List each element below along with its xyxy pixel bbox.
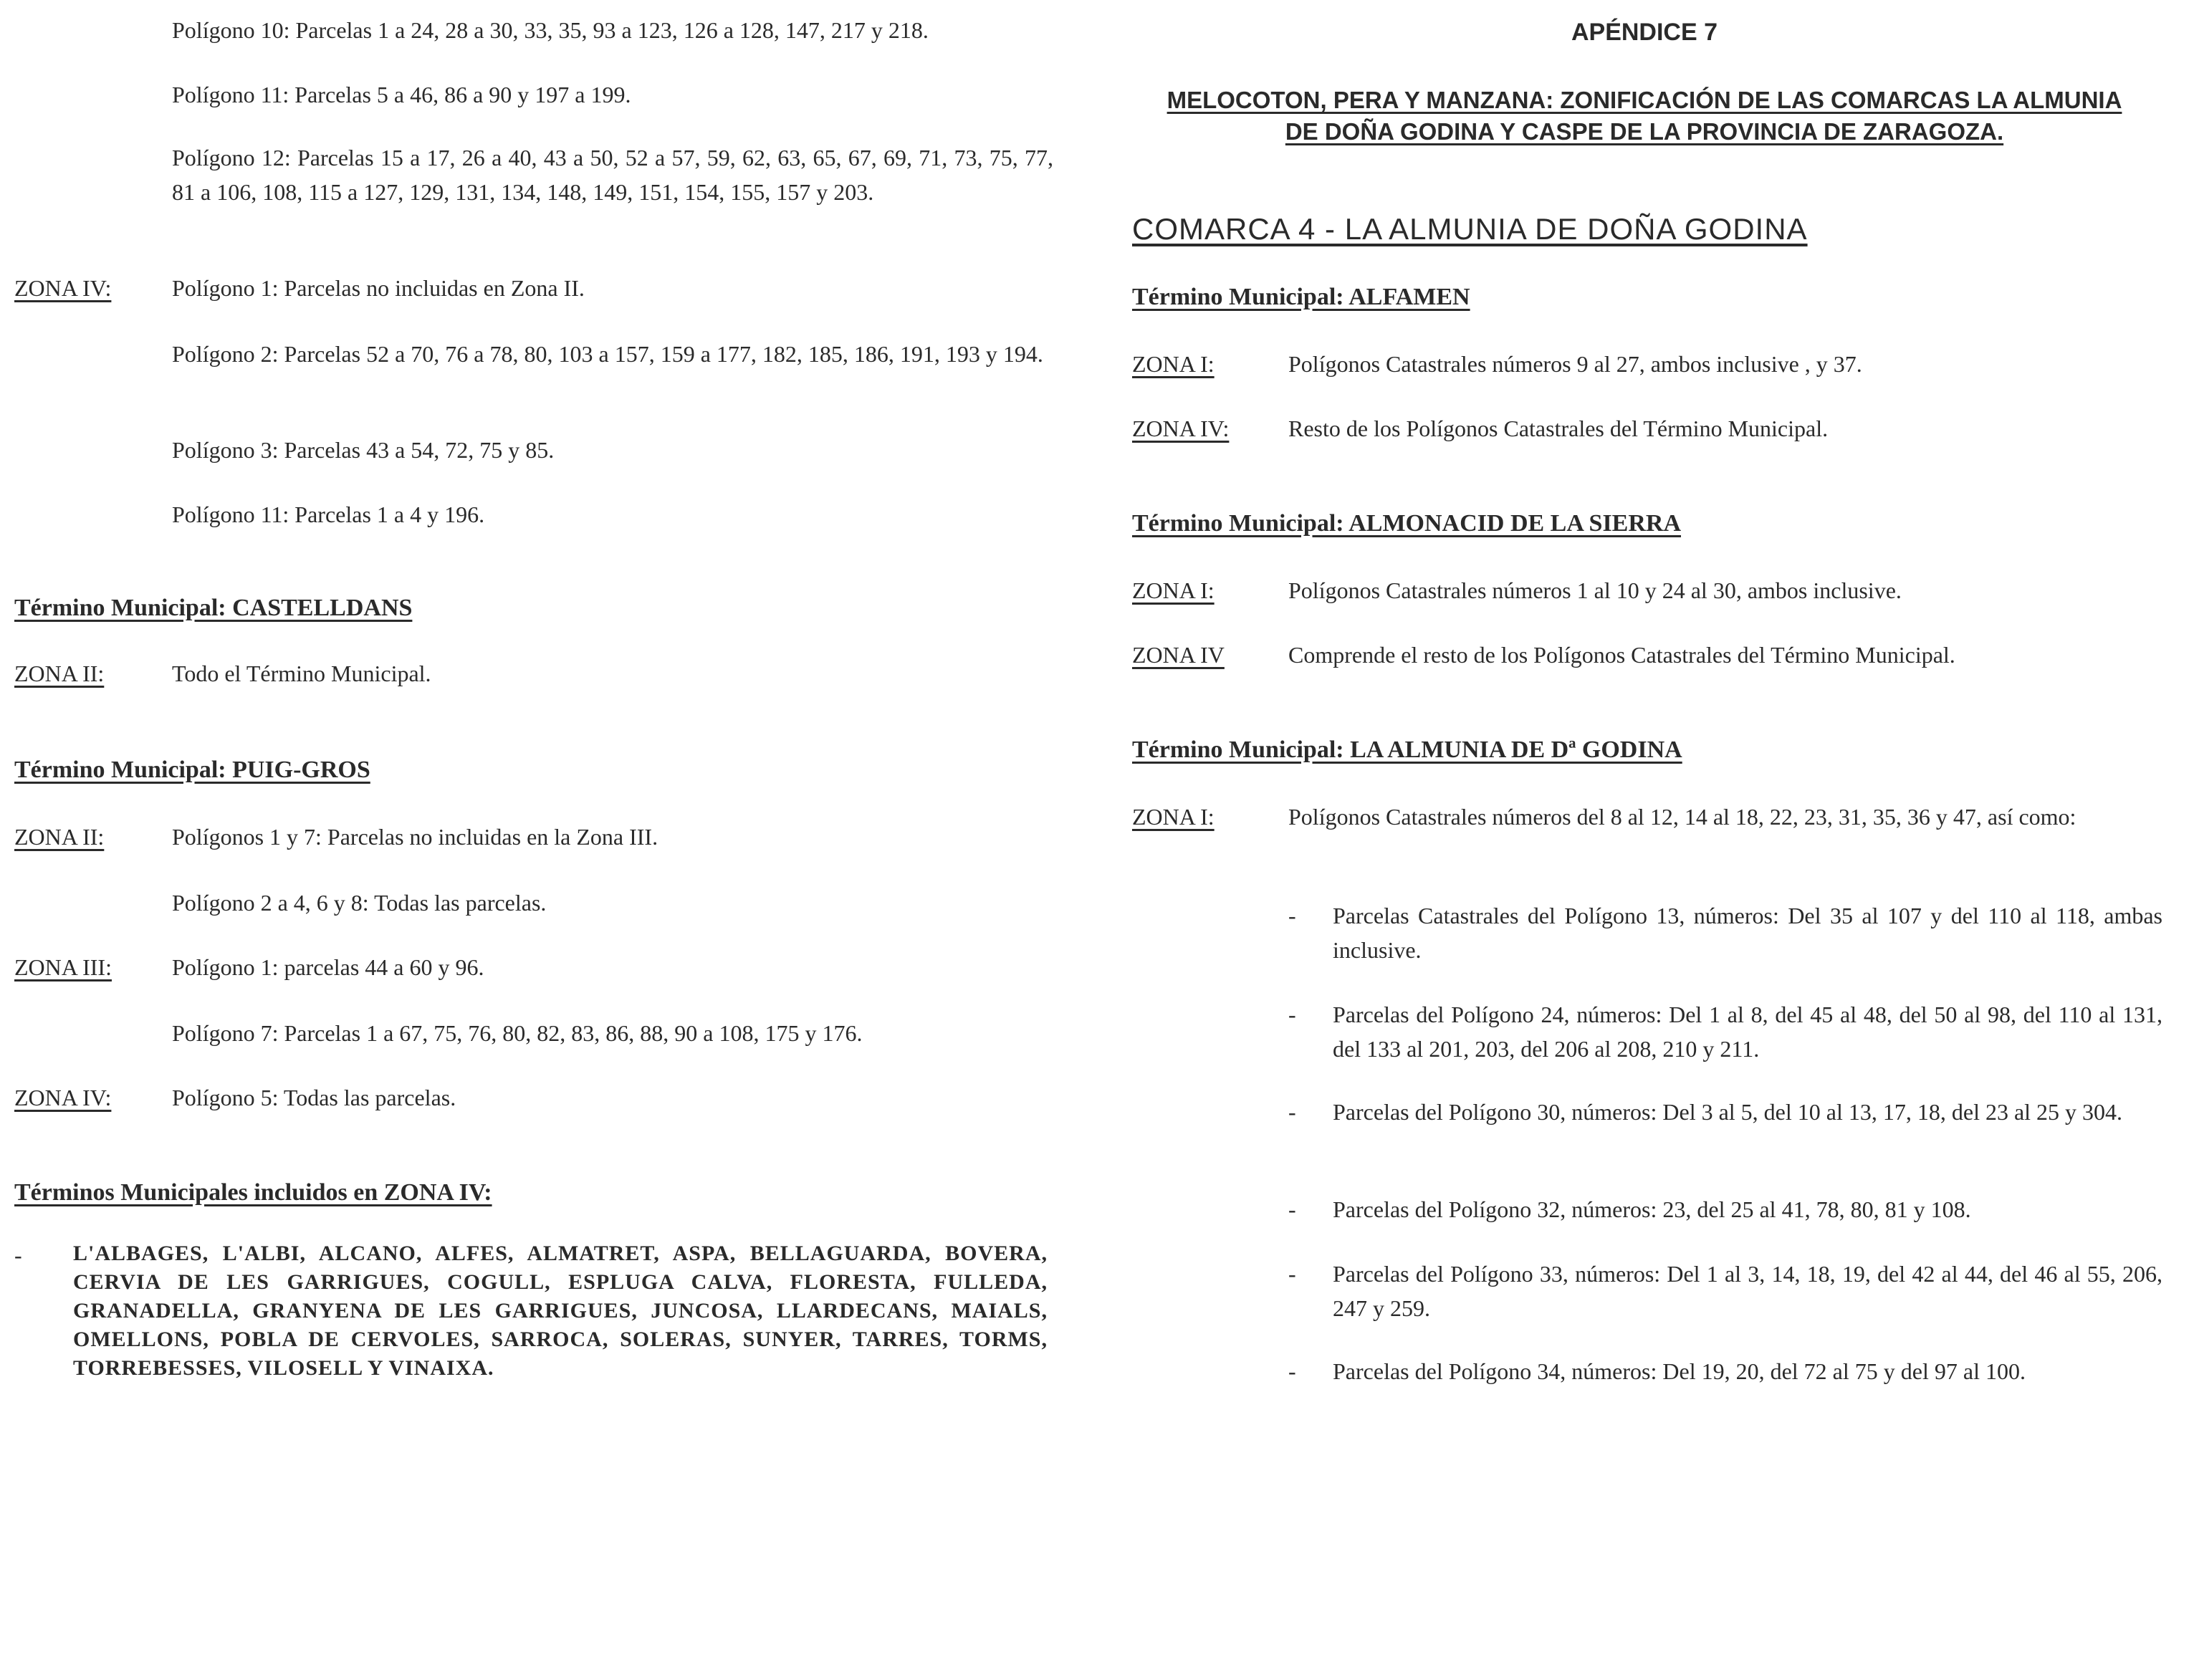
zona-iv-poligono-11: Polígono 11: Parcelas 1 a 4 y 196. xyxy=(172,501,485,527)
poligono-10-text: Polígono 10: Parcelas 1 a 24, 28 a 30, 33, 35, 93 a 123, 126 a 128, 147, 217 y 218. xyxy=(172,17,929,43)
almonacid-zona-iv-text: Comprende el resto de los Polígonos Catastrales del Término Municipal. xyxy=(1288,642,1955,668)
puig-gros-zona-ii-b: Polígono 2 a 4, 6 y 8: Todas las parcelas. xyxy=(172,890,547,916)
terminos-zona-iv-dash: - xyxy=(14,1242,22,1268)
la-almunia-title: Término Municipal: LA ALMUNIA DE Dª GODINA xyxy=(1132,736,1682,763)
castelldans-title: Término Municipal: CASTELLDANS xyxy=(14,595,413,621)
bullet-poligono-30: Parcelas del Polígono 30, números: Del 3 al 5, del 10 al 13, 17, 18, del 23 al 25 y 304. xyxy=(1333,1099,2123,1125)
la-almunia-zona-i-text: Polígonos Catastrales números del 8 al 12, 14 al 18, 22, 23, 31, 35, 36 y 47, así como: xyxy=(1288,804,2076,830)
castelldans-zona-text: Todo el Término Municipal. xyxy=(172,661,431,686)
puig-gros-zona-iii-a: Polígono 1: parcelas 44 a 60 y 96. xyxy=(172,954,484,980)
zona-iv-poligono-2: Polígono 2: Parcelas 52 a 70, 76 a 78, 80, 103 a 157, 159 a 177, 182, 185, 186, 191, 193 y 194. xyxy=(172,341,1043,367)
puig-gros-zona-iv-a: Polígono 5: Todas las parcelas. xyxy=(172,1085,456,1110)
alfamen-zona-iv-text: Resto de los Polígonos Catastrales del Término Municipal. xyxy=(1288,416,1829,441)
alfamen-zona-iv-label: ZONA IV: xyxy=(1132,416,1230,441)
bullet-32-dash: - xyxy=(1288,1196,1296,1222)
appendix-title: APÉNDICE 7 xyxy=(1571,19,1718,46)
poligono-12-text: Polígono 12: Parcelas 15 a 17, 26 a 40, 43 a 50, 52 a 57, 59, 62, 63, 65, 67, 69, 71, 73, 75, 77, 81 a 106, 108, 115 a 127, 129, 131, 134, 148, 149, 151, 154, 155, 157 y 203. xyxy=(172,145,1053,205)
bullet-30-dash: - xyxy=(1288,1099,1296,1125)
puig-gros-zona-iv-label: ZONA IV: xyxy=(14,1085,112,1110)
terminos-zona-iv-list: L'ALBAGES, L'ALBI, ALCANO, ALFES, ALMATRET, ASPA, BELLAGUARDA, BOVERA, CERVIA DE LES GARRIGUES, COGULL, ESPLUGA CALVA, FLORESTA, FULLEDA, GRANADELLA, GRANYENA DE LES GARRIGUES, JUNCOSA, LLARDECANS, MAIALS, OMELLONS, POBLA DE CERVOLES, SARROCA, SOLERAS, SUNYER, TARRES, TORMS, TORREBESSES, VILOSELL Y VINAIXA. xyxy=(73,1242,1048,1380)
alfamen-title: Término Municipal: ALFAMEN xyxy=(1132,284,1470,310)
bullet-33-dash: - xyxy=(1288,1261,1296,1287)
zona-iv-label: ZONA IV: xyxy=(14,275,112,301)
bullet-poligono-33: Parcelas del Polígono 33, números: Del 1 al 3, 14, 18, 19, del 42 al 44, del 46 al 55, 206, 247 y 259. xyxy=(1333,1261,2162,1321)
comarca-title: COMARCA 4 - LA ALMUNIA DE DOÑA GODINA xyxy=(1132,212,1808,246)
appendix-subtitle: MELOCOTON, PERA Y MANZANA: ZONIFICACIÓN DE LAS COMARCAS LA ALMUNIA DE DOÑA GODINA Y CASPE DE LA PROVINCIA DE ZARAGOZA. xyxy=(1167,87,2122,145)
puig-gros-zona-ii-label: ZONA II: xyxy=(14,824,105,850)
puig-gros-zona-ii-a: Polígonos 1 y 7: Parcelas no incluidas en la Zona III. xyxy=(172,824,658,850)
bullet-34-dash: - xyxy=(1288,1358,1296,1384)
bullet-24-dash: - xyxy=(1288,1002,1296,1027)
terminos-zona-iv-title: Términos Municipales incluidos en ZONA IV: xyxy=(14,1179,492,1206)
poligono-11-text: Polígono 11: Parcelas 5 a 46, 86 a 90 y 197 a 199. xyxy=(172,82,631,107)
almonacid-zona-i-label: ZONA I: xyxy=(1132,577,1215,603)
bullet-poligono-13: Parcelas Catastrales del Polígono 13, números: Del 35 al 107 y del 110 al 118, ambas inclusive. xyxy=(1333,903,2162,963)
almonacid-zona-i-text: Polígonos Catastrales números 1 al 10 y 24 al 30, ambos inclusive. xyxy=(1288,577,1902,603)
bullet-poligono-24: Parcelas del Polígono 24, números: Del 1 al 8, del 45 al 48, del 50 al 98, del 110 al 131, del 133 al 201, 203, del 206 al 208, 210 y 211. xyxy=(1333,1002,2162,1062)
almonacid-title: Término Municipal: ALMONACID DE LA SIERRA xyxy=(1132,510,1682,537)
zona-iv-poligono-1: Polígono 1: Parcelas no incluidas en Zona II. xyxy=(172,275,585,301)
puig-gros-zona-iii-b: Polígono 7: Parcelas 1 a 67, 75, 76, 80, 82, 83, 86, 88, 90 a 108, 175 y 176. xyxy=(172,1020,863,1046)
castelldans-zona-label: ZONA II: xyxy=(14,661,105,686)
almonacid-zona-iv-label: ZONA IV xyxy=(1132,642,1225,668)
puig-gros-zona-iii-label: ZONA III: xyxy=(14,954,112,980)
bullet-poligono-32: Parcelas del Polígono 32, números: 23, del 25 al 41, 78, 80, 81 y 108. xyxy=(1333,1196,1971,1222)
puig-gros-title: Término Municipal: PUIG-GROS xyxy=(14,757,370,783)
la-almunia-zona-i-label: ZONA I: xyxy=(1132,804,1215,830)
alfamen-zona-i-text: Polígonos Catastrales números 9 al 27, ambos inclusive , y 37. xyxy=(1288,351,1862,377)
zona-iv-poligono-3: Polígono 3: Parcelas 43 a 54, 72, 75 y 85. xyxy=(172,437,555,463)
bullet-13-dash: - xyxy=(1288,903,1296,928)
bullet-poligono-34: Parcelas del Polígono 34, números: Del 19, 20, del 72 al 75 y del 97 al 100. xyxy=(1333,1358,2026,1384)
alfamen-zona-i-label: ZONA I: xyxy=(1132,351,1215,377)
